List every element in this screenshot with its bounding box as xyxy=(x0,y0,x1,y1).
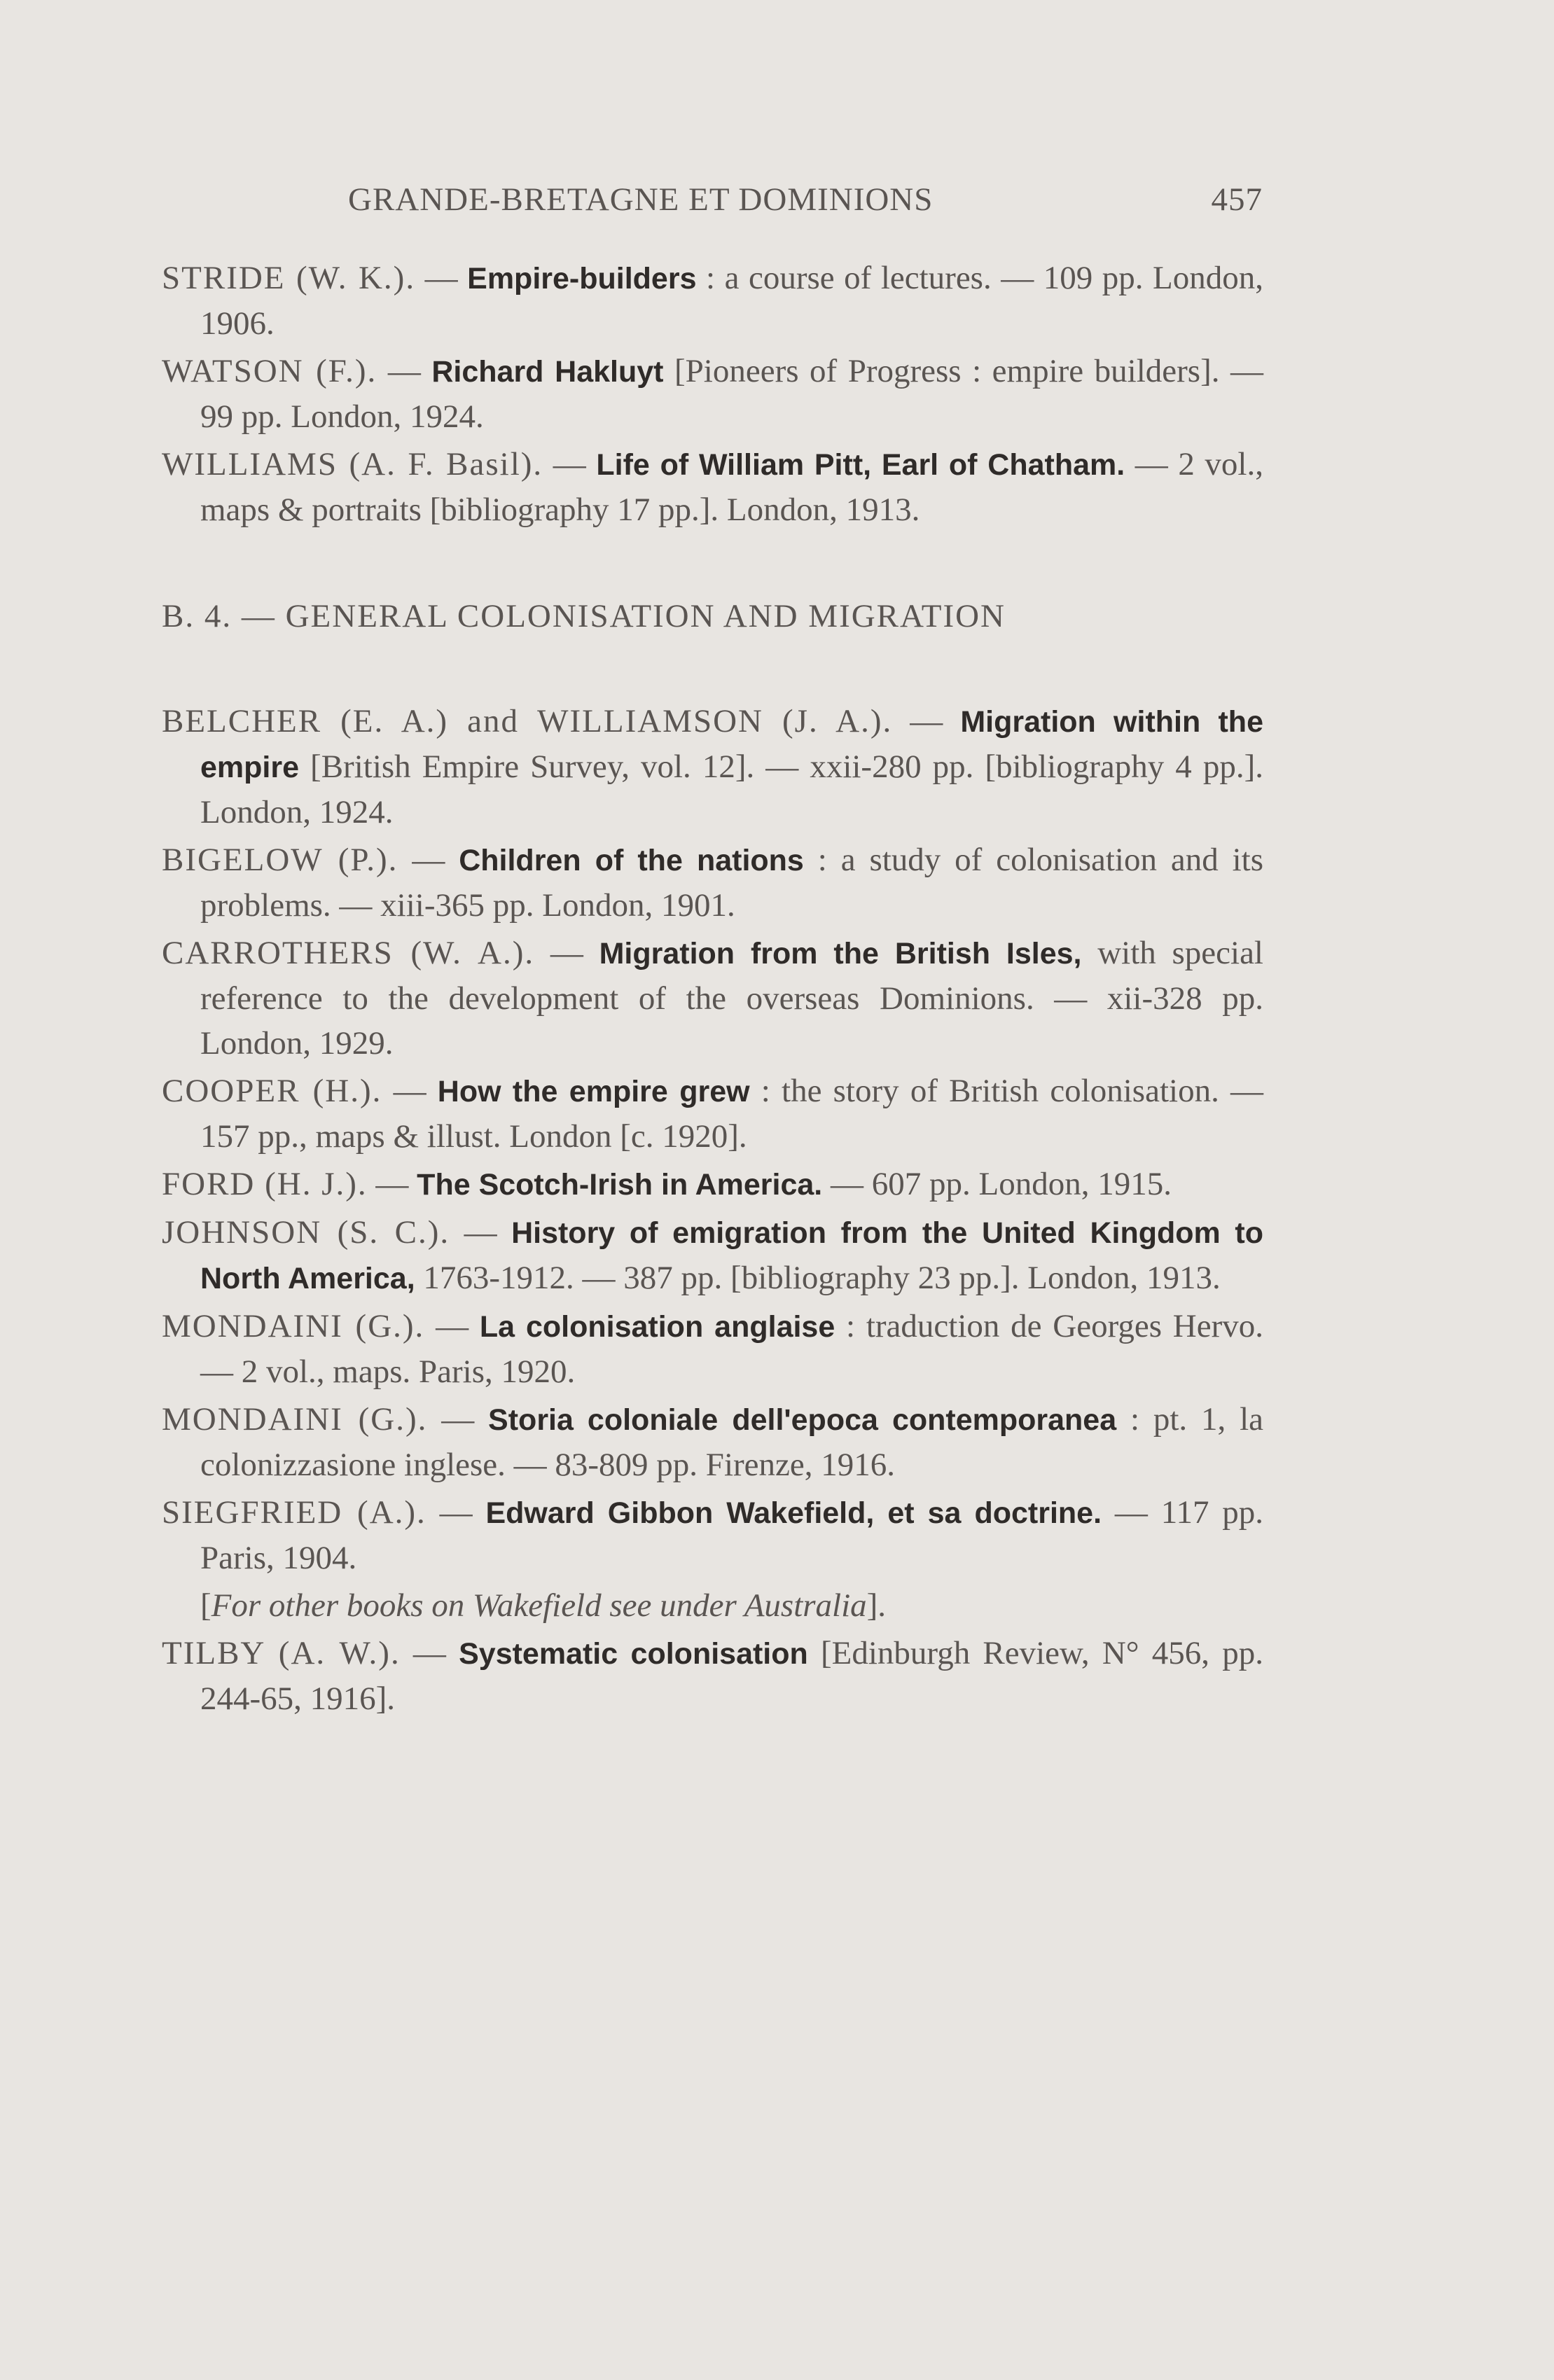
entry-author: MONDAINI (G.). xyxy=(162,1401,428,1438)
entry-author: WILLIAMS (A. F. Basil). xyxy=(162,446,543,482)
bibliography-entry xyxy=(162,1069,1263,1159)
entry-separator: — xyxy=(534,935,599,971)
entry-separator: — xyxy=(415,260,468,296)
entry-author: WATSON (F.). xyxy=(162,353,377,389)
bibliography-entry xyxy=(162,837,1263,928)
entry-title: Migration within the empire xyxy=(200,705,1263,784)
entry-details: : the story of British colonisation. — 157 pp., maps & illust. London [c. 1920]. xyxy=(200,1073,1264,1155)
bibliography-content xyxy=(162,256,1263,1724)
entry-author: SIEGFRIED (A.). xyxy=(162,1494,426,1531)
bibliography-entry xyxy=(162,442,1263,532)
bibliography-entry xyxy=(162,1210,1263,1301)
bibliography-entry xyxy=(162,256,1263,346)
page-number: 457 xyxy=(1211,181,1263,218)
note-place: Australia xyxy=(744,1587,867,1624)
entry-details: — 117 pp. Paris, 1904. xyxy=(200,1494,1264,1576)
header-title: GRANDE-BRETAGNE ET DOMINIONS xyxy=(348,181,934,218)
entry-separator: — xyxy=(367,1166,417,1202)
bibliography-entry xyxy=(162,1162,1263,1207)
entry-separator: — xyxy=(543,446,597,482)
entry-details: [Edinburgh Review, N° 456, pp. 244-65, 1916]. xyxy=(200,1635,1263,1717)
entry-details: — 2 vol., maps & portraits [bibliography 17 pp.]. London, 1913. xyxy=(200,446,1263,528)
entry-details: [British Empire Survey, vol. 12]. — xxii-280 pp. [bibliography 4 pp.]. London, 1924. xyxy=(200,749,1263,830)
entry-title: History of emigration from the United Kingdom to North America, xyxy=(200,1216,1264,1295)
entry-title: Richard Hakluyt xyxy=(431,355,664,389)
entry-title: Storia coloniale dell'epoca contemporanea xyxy=(488,1403,1117,1437)
entry-title: Edward Gibbon Wakefield, et sa doctrine. xyxy=(485,1496,1102,1530)
entry-details: : a study of colonisation and its problems. — xiii-365 pp. London, 1901. xyxy=(200,842,1264,924)
bibliography-entry xyxy=(162,1631,1263,1721)
entry-title: How the empire grew xyxy=(437,1075,750,1108)
running-header xyxy=(348,181,1263,223)
note-text: For other books on Wakefield see under xyxy=(211,1587,744,1624)
entry-separator: — xyxy=(382,1073,438,1109)
entry-title: Life of William Pitt, Earl of Chatham. xyxy=(596,448,1125,482)
entry-author: BELCHER (E. A.) and WILLIAMSON (J. A.). xyxy=(162,703,893,739)
entry-separator: — xyxy=(398,842,459,878)
entry-title: Systematic colonisation xyxy=(459,1637,808,1671)
entry-separator: — xyxy=(377,353,432,389)
entry-title: Migration from the British Isles, xyxy=(599,937,1082,970)
bibliography-entry xyxy=(162,931,1263,1066)
entry-author: COOPER (H.). xyxy=(162,1073,382,1109)
entry-details: : pt. 1, la colonizzasione inglese. — 83-809 pp. Firenze, 1916. xyxy=(200,1401,1263,1483)
entry-title: La colonisation anglaise xyxy=(479,1310,835,1344)
note-close-bracket: ]. xyxy=(866,1587,887,1624)
entry-separator: — xyxy=(450,1214,512,1251)
cross-reference-note xyxy=(162,1583,1263,1628)
bibliography-entry xyxy=(162,699,1263,835)
section-heading: B. 4. — GENERAL COLONISATION AND MIGRATION xyxy=(162,598,1006,634)
entry-author: STRIDE (W. K.). xyxy=(162,260,416,296)
entry-details: [Pioneers of Progress : empire builders]. — 99 pp. London, 1924. xyxy=(200,353,1263,435)
entry-author: MONDAINI (G.). xyxy=(162,1308,425,1344)
bibliography-entry xyxy=(162,349,1263,439)
entry-title: Empire-builders xyxy=(467,262,697,295)
entry-separator: — xyxy=(400,1635,459,1671)
entry-details: : a course of lectures. — 109 pp. London, 1906. xyxy=(200,260,1264,342)
bibliography-entry xyxy=(162,1490,1263,1580)
entry-separator: — xyxy=(427,1401,489,1438)
entry-separator: — xyxy=(426,1494,486,1531)
entry-author: TILBY (A. W.). xyxy=(162,1635,401,1671)
entry-author: JOHNSON (S. C.). xyxy=(162,1214,450,1251)
entry-author: FORD (H. J.). xyxy=(162,1166,368,1202)
entry-title: Children of the nations xyxy=(459,844,804,877)
note-open-bracket: [ xyxy=(200,1587,211,1624)
entry-details: : traduction de Georges Hervo. — 2 vol., maps. Paris, 1920. xyxy=(200,1308,1263,1390)
entry-separator: — xyxy=(892,703,961,739)
entry-separator: — xyxy=(424,1308,480,1344)
bibliography-entry xyxy=(162,1304,1263,1394)
entry-details: 1763-1912. — 387 pp. [bibliography 23 pp.]. London, 1913. xyxy=(415,1260,1221,1296)
entry-details: with special reference to the development of the overseas Dominions. — xii-328 pp. London, 1929. xyxy=(200,935,1263,1062)
bibliography-entry xyxy=(162,1397,1263,1487)
entry-author: BIGELOW (P.). xyxy=(162,842,398,878)
entry-details: — 607 pp. London, 1915. xyxy=(822,1166,1172,1202)
entry-author: CARROTHERS (W. A.). xyxy=(162,935,535,971)
entry-title: The Scotch-Irish in America. xyxy=(417,1168,823,1202)
